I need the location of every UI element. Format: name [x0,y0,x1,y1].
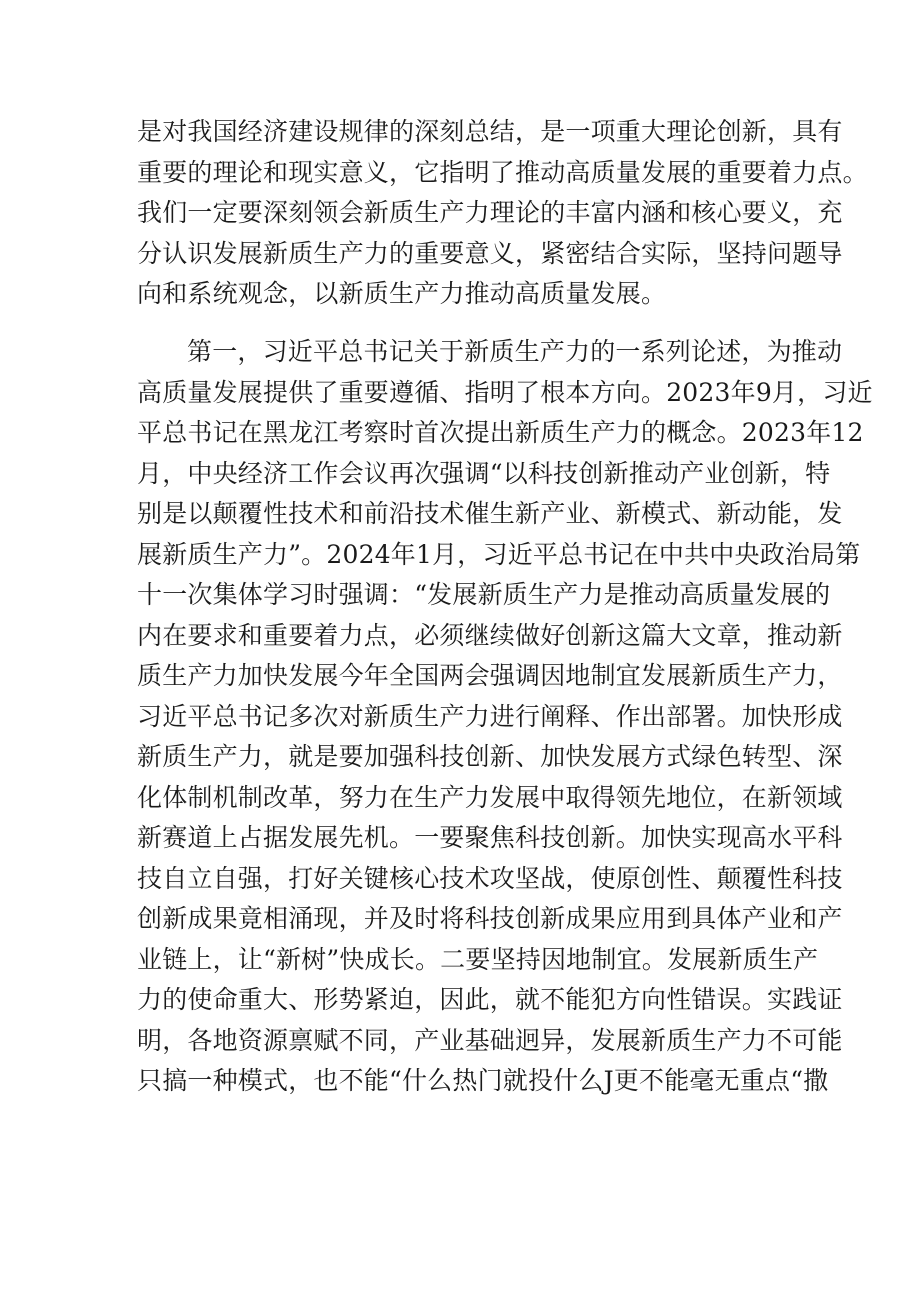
text-line: 重要的理论和现实意义，它指明了推动高质量发展的重要着力点。 [137,157,868,187]
text-line: 向和系统观念，以新质生产力推动高质量发展。 [137,279,667,308]
text-line: 高质量发展提供了重要遵循、指明了根本方向。2023年9月，习近 [137,377,873,407]
text-line-indented: 第一，习近平总书记关于新质生产力的一系列论述，为推动 [187,337,843,366]
text-line: 力的使命重大、形势紧迫，因此，就不能犯方向性错误。实践证 [137,985,843,1014]
text-line: 展新质生产力”。2024年1月，习近平总书记在中共中央政治局第 [137,539,861,569]
text-line: 新质生产力，就是要加强科技创新、加快发展方式绿色转型、深 [137,742,843,771]
paragraph-1 [137,112,868,315]
text-line: 平总书记在黑龙江考察时首次提出新质生产力的概念。2023年12 [137,418,864,447]
text-line: 十一次集体学习时强调：“发展新质生产力是推动高质量发展的 [137,580,831,609]
text-line: 只搞一种模式，也不能“什么热门就投什么J更不能毫无重点“撒 [137,1066,829,1095]
text-line: 习近平总书记多次对新质生产力进行阐释、作出部署。加快形成 [137,701,843,731]
text-line: 别是以颠覆性技术和前沿技术催生新产业、新模式、新动能，发 [137,499,843,528]
text-line: 业链上，让“新树”快成长。二要坚持因地制宜。发展新质生产 [137,944,819,974]
text-line: 明，各地资源禀赋不同，产业基础迥异，发展新质生产力不可能 [137,1025,843,1055]
text-line: 质生产力加快发展今年全国两会强调因地制宜发展新质生产力， [137,661,843,690]
text-line: 我们一定要深刻领会新质生产力理论的丰富内涵和核心要义，充 [137,198,843,227]
text-line: 创新成果竟相涌现，并及时将科技创新成果应用到具体产业和产 [137,904,843,933]
paragraph-2 [137,332,873,1102]
text-line: 内在要求和重要着力点，必须继续做好创新这篇大文章，推动新 [137,620,843,650]
text-line: 新赛道上占据发展先机。一要聚焦科技创新。加快实现高水平科 [137,823,843,852]
text-line: 是对我国经济建设规律的深刻总结，是一项重大理论创新，具有 [137,117,843,146]
text-line: 化体制机制改革，努力在生产力发展中取得领先地位，在新领域 [137,782,843,812]
text-line: 技自立自强，打好关键核心技术攻坚战，使原创性、颠覆性科技 [137,863,843,893]
text-line: 月，中央经济工作会议再次强调“以科技创新推动产业创新，特 [137,458,831,488]
text-line: 分认识发展新质生产力的重要意义，紧密结合实际，坚持问题导 [137,238,843,268]
